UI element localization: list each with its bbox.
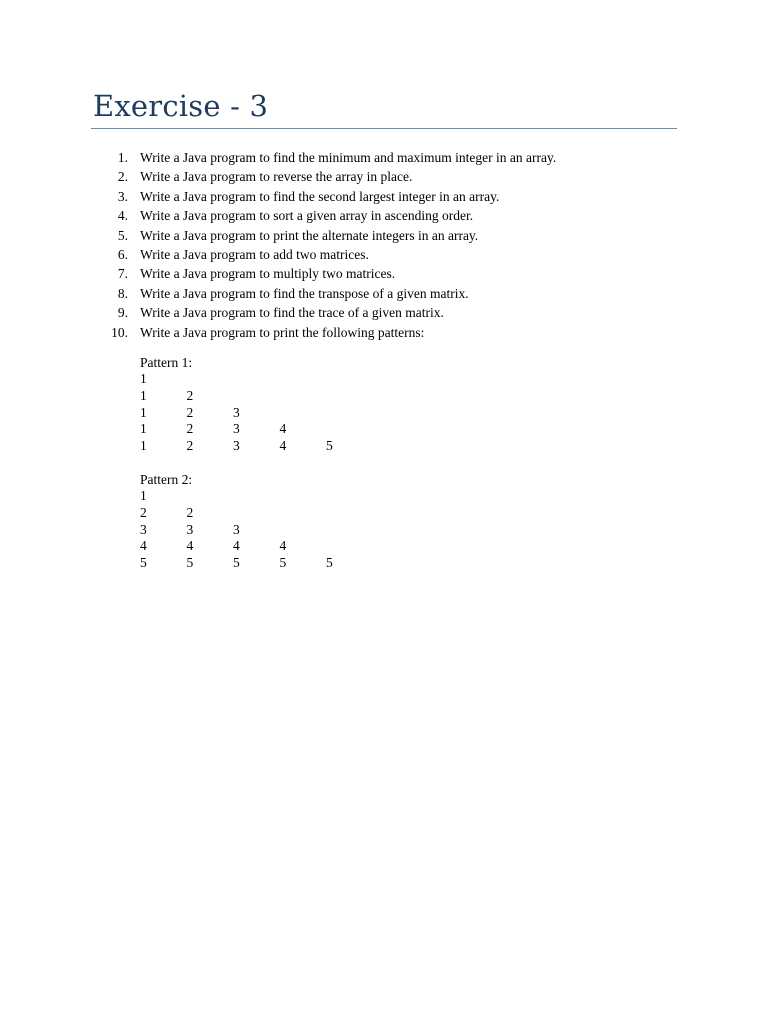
pattern-cell: 2 bbox=[186, 404, 194, 420]
item-text: Write a Java program to sort a given array in ascending order. bbox=[140, 208, 474, 224]
pattern-cell: 3 bbox=[140, 521, 147, 537]
pattern-rows bbox=[140, 371, 360, 455]
pattern-row bbox=[140, 371, 360, 388]
pattern-cell: 2 bbox=[186, 387, 194, 403]
pattern-cell: 3 bbox=[186, 521, 194, 537]
pattern-rows bbox=[140, 488, 360, 572]
pattern-row bbox=[140, 488, 360, 505]
item-number: 4. bbox=[117, 208, 128, 224]
item-text: Write a Java program to reverse the array in place. bbox=[140, 169, 413, 185]
pattern-title: Pattern 2: bbox=[140, 472, 193, 487]
pattern-2 bbox=[140, 471, 360, 572]
item-text: Write a Java program to find the transpose of a given matrix. bbox=[140, 285, 469, 301]
pattern-row bbox=[140, 555, 360, 572]
pattern-cell: 5 bbox=[279, 555, 287, 571]
pattern-cell: 5 bbox=[186, 555, 194, 571]
pattern-cell: 5 bbox=[326, 438, 333, 454]
pattern-row bbox=[140, 505, 360, 522]
pattern-cell: 2 bbox=[140, 504, 147, 520]
title-divider bbox=[91, 128, 677, 129]
pattern-row bbox=[140, 438, 360, 455]
item-text: Write a Java program to multiply two matrices. bbox=[140, 266, 396, 282]
item-number: 9. bbox=[117, 305, 128, 321]
pattern-cell: 5 bbox=[233, 555, 240, 571]
pattern-cell: 3 bbox=[233, 421, 240, 437]
item-number: 10. bbox=[111, 324, 128, 340]
item-number: 2. bbox=[117, 169, 128, 185]
item-number: 8. bbox=[117, 285, 128, 301]
item-number: 3. bbox=[117, 188, 128, 204]
item-text: Write a Java program to add two matrices. bbox=[140, 246, 369, 262]
item-number: 7. bbox=[117, 266, 128, 282]
pattern-cell: 1 bbox=[140, 404, 147, 420]
pattern-cell: 4 bbox=[233, 538, 240, 554]
pattern-cell: 5 bbox=[140, 555, 147, 571]
pattern-cell: 2 bbox=[186, 438, 194, 454]
item-number: 6. bbox=[117, 246, 128, 262]
pattern-cell: 5 bbox=[326, 555, 333, 571]
pattern-cell: 4 bbox=[279, 538, 287, 554]
pattern-cell: 4 bbox=[140, 538, 147, 554]
pattern-cell: 3 bbox=[233, 438, 240, 454]
pattern-1 bbox=[140, 354, 360, 455]
pattern-title: Pattern 1: bbox=[140, 355, 193, 370]
item-text: Write a Java program to find the second largest integer in an array. bbox=[140, 188, 500, 204]
item-text: Write a Java program to print the following patterns: bbox=[140, 324, 425, 340]
item-number: 1. bbox=[117, 150, 128, 165]
pattern-row bbox=[140, 522, 360, 539]
pattern-cell: 4 bbox=[186, 538, 194, 554]
item-number: 5. bbox=[117, 227, 128, 243]
pattern-row bbox=[140, 538, 360, 555]
item-text: Write a Java program to find the minimum and maximum integer in an array. bbox=[140, 150, 557, 165]
item-text: Write a Java program to find the trace of a given matrix. bbox=[140, 305, 444, 321]
pattern-row bbox=[140, 405, 360, 422]
pattern-cell: 3 bbox=[233, 404, 240, 420]
pattern-cell: 1 bbox=[140, 387, 147, 403]
pattern-cell: 1 bbox=[140, 371, 147, 386]
pattern-cell: 1 bbox=[140, 488, 147, 503]
pattern-cell: 1 bbox=[140, 421, 147, 437]
pattern-row bbox=[140, 421, 360, 438]
pattern-cell: 2 bbox=[186, 504, 194, 520]
pattern-cell: 3 bbox=[233, 521, 240, 537]
page-title: Exercise - 3 bbox=[93, 89, 269, 123]
pattern-row bbox=[140, 388, 360, 405]
item-text: Write a Java program to print the alternate integers in an array. bbox=[140, 227, 479, 243]
pattern-cell: 4 bbox=[279, 438, 287, 454]
pattern-cell: 4 bbox=[279, 421, 287, 437]
pattern-cell: 1 bbox=[140, 438, 147, 454]
pattern-cell: 2 bbox=[186, 421, 194, 437]
